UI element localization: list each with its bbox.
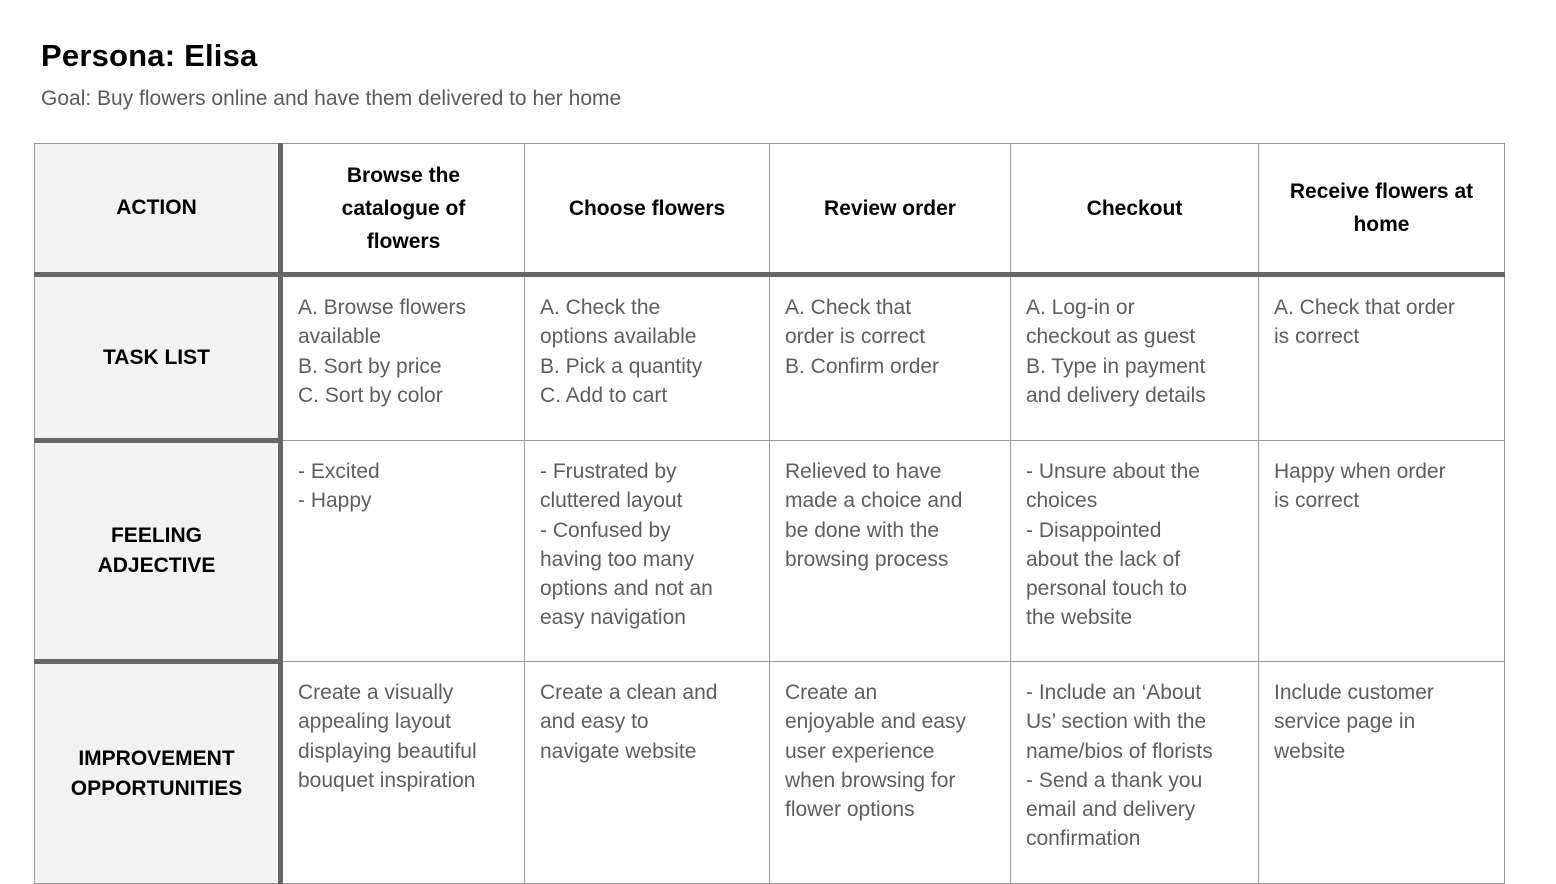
task-cell-5: [1259, 275, 1505, 441]
stage-heading-5: [1259, 144, 1505, 275]
stage-heading-line: Choose flowers: [568, 196, 726, 220]
task-list-row: [35, 275, 1505, 441]
task-cell-3: [770, 275, 1011, 441]
cell-line: order is correct: [785, 325, 926, 349]
row-label-text: OPPORTUNITIES: [70, 776, 243, 800]
row-label-improvement-opportunities: [35, 662, 281, 884]
cell-line: B. Sort by price: [298, 354, 442, 378]
cell-line: bouquet inspiration: [298, 768, 476, 792]
cell-line: Relieved to have: [785, 460, 942, 483]
cell-line: - Disappointed: [1026, 518, 1162, 542]
stage-heading-line: Review order: [824, 196, 956, 220]
cell-line: and easy to: [540, 710, 649, 734]
cell-line: flower options: [785, 798, 915, 822]
cell-line: personal touch to: [1026, 577, 1188, 601]
stage-heading-line: Checkout: [1086, 196, 1183, 220]
cell-line: - Confused by: [540, 518, 671, 542]
stage-heading-line: catalogue of: [341, 196, 466, 220]
cell-line: - Include an ‘About: [1026, 681, 1202, 704]
cell-line: options and not an: [540, 577, 713, 601]
persona-goal: Goal: Buy flowers online and have them delivered to her home: [41, 87, 622, 110]
cell-line: browsing process: [785, 547, 949, 571]
cell-line: - Happy: [298, 489, 372, 513]
cell-line: B. Pick a quantity: [540, 354, 703, 378]
cell-line: Create a clean and: [540, 681, 718, 704]
cell-line: name/bios of florists: [1026, 739, 1213, 763]
stage-heading-line: flowers: [366, 229, 441, 253]
stage-heading-line: Receive flowers at: [1289, 180, 1474, 203]
stage-heading-2: [525, 144, 770, 275]
cell-line: Create a visually: [298, 681, 454, 704]
stage-heading-line: Browse the: [346, 163, 461, 187]
cell-line: checkout as guest: [1026, 325, 1196, 349]
cell-line: options available: [540, 325, 697, 349]
row-label-task-list: [35, 275, 281, 441]
cell-line: the website: [1026, 606, 1133, 630]
task-cell-1: [281, 275, 525, 441]
cell-line: C. Add to cart: [540, 383, 668, 407]
cell-line: appealing layout: [298, 710, 451, 734]
page-title: Persona: Elisa: [41, 38, 258, 73]
feeling-cell-1: [281, 441, 525, 662]
cell-line: displaying beautiful: [298, 739, 477, 763]
stage-heading-4: [1011, 144, 1259, 275]
row-label-feeling-adjective: [35, 441, 281, 662]
improvement-cell-5: [1259, 662, 1505, 884]
cell-line: when browsing for: [785, 768, 956, 792]
stage-heading-line: home: [1353, 213, 1410, 236]
row-label-text: IMPROVEMENT: [78, 746, 235, 770]
user-journey-map: [34, 143, 1505, 884]
cell-line: A. Check that: [785, 296, 912, 319]
cell-line: B. Confirm order: [785, 354, 940, 378]
row-label-text: FEELING: [110, 524, 202, 547]
feeling-cell-5: [1259, 441, 1505, 662]
cell-line: A. Check that order: [1274, 296, 1455, 319]
cell-line: A. Browse flowers: [298, 296, 467, 319]
cell-line: is correct: [1274, 489, 1360, 513]
cell-line: website: [1274, 739, 1346, 763]
row-label-text: ACTION: [116, 196, 197, 219]
improvement-cell-4: [1011, 662, 1259, 884]
cell-line: Us’ section with the: [1026, 710, 1207, 734]
cell-line: about the lack of: [1026, 547, 1181, 571]
task-cell-4: [1011, 275, 1259, 441]
improvement-cell-1: [281, 662, 525, 884]
cell-line: choices: [1026, 489, 1098, 513]
cell-line: service page in: [1274, 710, 1416, 734]
cell-line: - Unsure about the: [1026, 460, 1200, 483]
improvement-cell-3: [770, 662, 1011, 884]
cell-line: Create an: [785, 681, 878, 704]
cell-line: A. Check the: [540, 296, 661, 319]
row-label-text: ADJECTIVE: [97, 554, 216, 577]
stage-heading-1: [281, 144, 525, 275]
improvement-cell-2: [525, 662, 770, 884]
cell-line: easy navigation: [540, 606, 686, 630]
cell-line: Happy when order: [1274, 460, 1446, 483]
cell-line: and delivery details: [1026, 383, 1206, 407]
cell-line: email and delivery: [1026, 798, 1196, 822]
feeling-adjective-row: [35, 441, 1505, 662]
cell-line: enjoyable and easy: [785, 710, 966, 734]
feeling-cell-3: [770, 441, 1011, 662]
cell-line: C. Sort by color: [298, 383, 443, 407]
cell-line: - Frustrated by: [540, 460, 677, 483]
cell-line: Include customer: [1274, 681, 1434, 704]
row-label-text: TASK LIST: [103, 345, 210, 369]
feeling-cell-4: [1011, 441, 1259, 662]
cell-line: B. Type in payment: [1026, 354, 1206, 378]
row-label-action: [35, 144, 281, 275]
feeling-cell-2: [525, 441, 770, 662]
cell-line: - Send a thank you: [1026, 768, 1203, 792]
improvement-opportunities-row: [35, 662, 1505, 884]
cell-line: navigate website: [540, 739, 697, 763]
cell-line: confirmation: [1026, 827, 1141, 851]
cell-line: available: [298, 325, 381, 349]
cell-line: is correct: [1274, 325, 1360, 349]
action-row: [35, 144, 1505, 275]
cell-line: user experience: [785, 739, 935, 763]
cell-line: be done with the: [785, 518, 940, 542]
cell-line: having too many: [540, 547, 695, 571]
task-cell-2: [525, 275, 770, 441]
cell-line: A. Log-in or: [1026, 296, 1135, 319]
cell-line: - Excited: [298, 460, 380, 483]
cell-line: cluttered layout: [540, 489, 683, 513]
cell-line: made a choice and: [785, 489, 963, 513]
stage-heading-3: [770, 144, 1011, 275]
